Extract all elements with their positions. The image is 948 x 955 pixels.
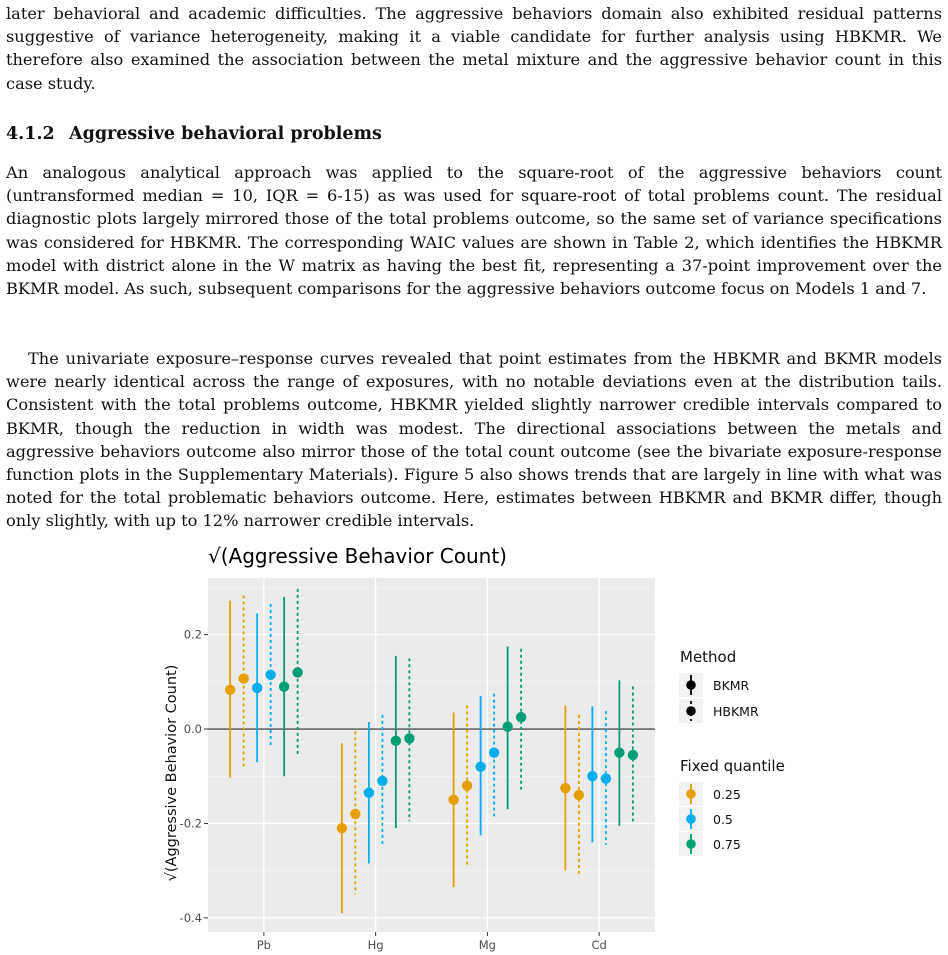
- estimate-point: [475, 762, 485, 772]
- estimate-point: [252, 683, 262, 693]
- legend-quantile-label-075: 0.75: [713, 837, 741, 852]
- legend-method-label-hbkmr: HBKMR: [713, 704, 759, 719]
- estimate-point: [448, 795, 458, 805]
- chart-svg: [0, 540, 948, 955]
- estimate-point: [574, 790, 584, 800]
- paragraph-3: The univariate exposure–response curves revealed that point estimates from the HBKMR and BKMR models were nearly identical across the range of exposures, with no notable deviations even at the distribution tails. Consistent with the total problems outcome, HBKMR yielded slightly narrower credible intervals compared to BKMR, though the reduction in width was modest. The directional associations between the metals and aggressive behaviors outcome also mirror those of the total count outcome (see the bivariate exposure-response function plots in the Supplementary Materials). Figure 5 also shows trends that are largely in line with what was noted for the total problematic behaviors outcome. Here, estimates between HBKMR and BKMR differ, though only slightly, with up to 12% narrower credible intervals.: [6, 349, 942, 531]
- legend-quantile-point: [686, 814, 696, 824]
- chart-title: √(Aggressive Behavior Count): [208, 544, 507, 568]
- estimate-point: [489, 747, 499, 757]
- estimate-point: [238, 673, 248, 683]
- legend-quantile-label-05: 0.5: [713, 812, 733, 827]
- estimate-point: [279, 681, 289, 691]
- estimate-point: [337, 823, 347, 833]
- estimate-point: [364, 788, 374, 798]
- estimate-point: [391, 736, 401, 746]
- estimate-point: [516, 712, 526, 722]
- estimate-point: [404, 733, 414, 743]
- x-tick-label: Pb: [256, 938, 271, 952]
- legend-quantile-label-025: 0.25: [713, 787, 741, 802]
- legend-method-title: Method: [680, 648, 737, 666]
- section-title: Aggressive behavioral problems: [69, 124, 382, 144]
- estimate-point: [587, 771, 597, 781]
- legend-method-label-bkmr: BKMR: [713, 678, 750, 693]
- estimate-point: [614, 747, 624, 757]
- section-heading: [6, 124, 382, 144]
- legend-method-point: [686, 680, 696, 690]
- estimate-point: [560, 783, 570, 793]
- y-tick-label: 0.0: [183, 722, 202, 737]
- estimate-point: [292, 667, 302, 677]
- legend-quantile-point: [686, 839, 696, 849]
- y-tick-label: 0.2: [183, 627, 202, 642]
- x-tick-label: Hg: [367, 938, 384, 952]
- estimate-point: [462, 780, 472, 790]
- estimate-point: [350, 809, 360, 819]
- figure-5: [0, 540, 948, 955]
- plot-panel: [208, 578, 655, 932]
- y-tick-label: -0.4: [179, 910, 202, 925]
- legend-quantile-point: [686, 789, 696, 799]
- estimate-point: [377, 776, 387, 786]
- intro-paragraph: later behavioral and academic difficulties. The aggressive behaviors domain also exhibited residual patterns suggestive of variance heterogeneity, making it a viable candidate for further analysis using HBKMR. We therefore also examined the association between the metal mixture and the aggressive behavior count in this case study.: [6, 4, 942, 93]
- y-axis-label: √(Aggressive Behavior Count): [164, 664, 180, 881]
- estimate-point: [628, 750, 638, 760]
- paragraph-2: An analogous analytical approach was applied to the square-root of the aggressive behaviors count (untransformed median = 10, IQR = 6-15) as was used for square-root of total problems count. The residual diagnostic plots largely mirrored those of the total problems outcome, so the same set of variance specifications was considered for HBKMR. The corresponding WAIC values are shown in Table 2, which identifies the HBKMR model with district alone in the W matrix as having the best fit, representing a 37-point improvement over the BKMR model. As such, subsequent comparisons for the aggressive behaviors outcome focus on Models 1 and 7.: [6, 163, 942, 299]
- section-number: 4.1.2: [6, 124, 55, 144]
- x-tick-label: Cd: [591, 938, 607, 952]
- x-tick-label: Mg: [478, 938, 496, 952]
- estimate-point: [601, 773, 611, 783]
- legend-quantile-title: Fixed quantile: [680, 757, 785, 775]
- y-tick-label: -0.2: [179, 816, 202, 831]
- legend-method-point: [686, 706, 696, 716]
- estimate-point: [265, 670, 275, 680]
- estimate-point: [225, 685, 235, 695]
- estimate-point: [502, 721, 512, 731]
